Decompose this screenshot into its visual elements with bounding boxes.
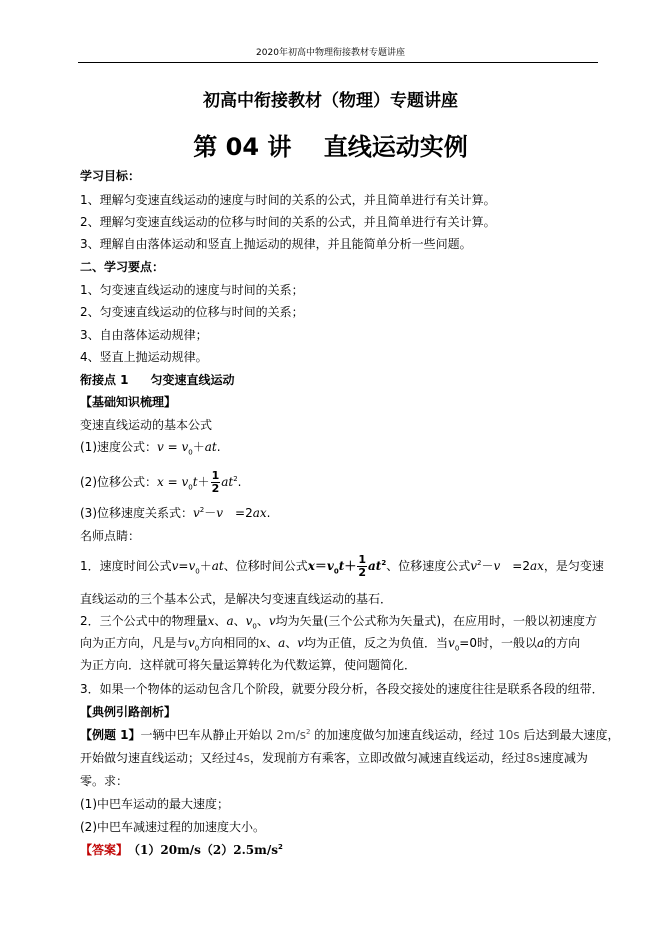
- document-title: 初高中衔接教材（物理）专题讲座: [203, 91, 458, 111]
- velocity-formula-label: (1)速度公式：: [80, 440, 157, 454]
- objective-item: 2、理解匀变速直线运动的位移与时间的关系的公式，并且简单进行有关计算。: [80, 215, 496, 229]
- fraction-half: $\frac{1}{2}$: [211, 469, 220, 495]
- displacement-formula: (2)位移公式：$x = v_0t+$ $\frac{1}{2}$ $at^2$.: [80, 469, 242, 495]
- objective-item: 3、理解自由落体运动和竖直上抛运动的规律，并且能简单分析一些问题。: [80, 237, 472, 251]
- fraction-half: $\frac{1}{2}$: [358, 553, 366, 579]
- tip-1-line-2: 直线运动的三个基本公式，是解决匀变速直线运动的基石．: [80, 592, 393, 606]
- objectives-heading: 学习目标：: [80, 169, 141, 183]
- velocity-displacement-formula: (3)位移速度关系式：$v^2-v$ =2ax.: [80, 506, 271, 520]
- section-name: 匀变速直线运动: [150, 373, 235, 387]
- question-1: (1)中巴车运动的最大速度；: [80, 797, 229, 811]
- question-2: (2)中巴车减速过程的加速度大小。: [80, 820, 265, 834]
- key-points-heading: 二、学习要点：: [80, 260, 165, 274]
- page-header: 2020年初高中物理衔接教材专题讲座: [256, 48, 405, 58]
- velocity-formula: (1)速度公式：$v = v_0+at$.: [80, 440, 221, 457]
- velocity-formula-math: v: [157, 440, 164, 454]
- example-1-line-2: 开始做匀速直线运动；又经过4s，发现前方有乘客，立即改做匀减速直线运动，经过8s速度减为: [80, 751, 588, 765]
- answer-text: （1）20m/s（2）2.5m/s: [134, 843, 278, 857]
- example-label: 【例题 1】: [80, 728, 141, 742]
- objective-item: 1、理解匀变速直线运动的速度与时间的关系的公式，并且简单进行有关计算。: [80, 193, 496, 207]
- example-1-line-3: 零。求：: [80, 774, 129, 788]
- tip-2-line-2: 向为正方向，凡是与$v_0$方向相同的x、a、v均为正值，反之为负值．当$v_0=0$时，一般以a的方向: [80, 636, 581, 653]
- displacement-formula-label: (2)位移公式：: [80, 475, 157, 489]
- velocity-displacement-formula-label: (3)位移速度关系式：: [80, 506, 193, 520]
- section-heading: [80, 372, 235, 388]
- example-heading: 【典例引路剖析】: [80, 705, 177, 719]
- answer-label: 【答案】: [80, 843, 123, 857]
- key-point-item: 1、匀变速直线运动的速度与时间的关系；: [80, 283, 304, 297]
- header-rule: [78, 62, 598, 63]
- lecture-title: 第 04 讲 直线运动实例: [193, 133, 468, 161]
- key-point-item: 3、自由落体运动规律；: [80, 328, 208, 342]
- answer-line: 【答案】 $(1)20m/s(2)2.5m/s^2$: [80, 843, 283, 857]
- basic-intro: 变速直线运动的基本公式: [80, 418, 213, 432]
- tip-2-line-1: 2．三个公式中的物理量x、a、$v_0$、v均为矢量(三个公式称为矢量式)，在应用时，一般以初速度方: [80, 614, 598, 631]
- section-label: 衔接点 1: [80, 373, 129, 387]
- key-point-item: 4、竖直上抛运动规律。: [80, 350, 208, 364]
- teacher-tips-heading: 名师点睛：: [80, 529, 141, 543]
- tip-2-line-3: 为正方向．这样就可将矢量运算转化为代数运算，使问题简化．: [80, 658, 417, 672]
- example-1-line-1: 【例题 1】一辆中巴车从静止开始以 $2m/s^2$ 的加速度做匀加速直线运动，经过 10s 后达到最大速度，: [80, 728, 620, 742]
- key-point-item: 2、匀变速直线运动的位移与时间的关系；: [80, 305, 304, 319]
- tip-1-line-1: 1．速度时间公式$v=v_0+at$、位移时间公式$x=v_0t+$ $\frac{1}{2}$ $at^2$、位移速度公式$v^2-v$ =2ax，是匀变速: [80, 553, 604, 579]
- tip-3: 3．如果一个物体的运动包含几个阶段，就要分段分析，各段交接处的速度往往是联系各段的纽带．: [80, 682, 604, 696]
- basic-knowledge-heading: 【基础知识梳理】: [80, 395, 177, 409]
